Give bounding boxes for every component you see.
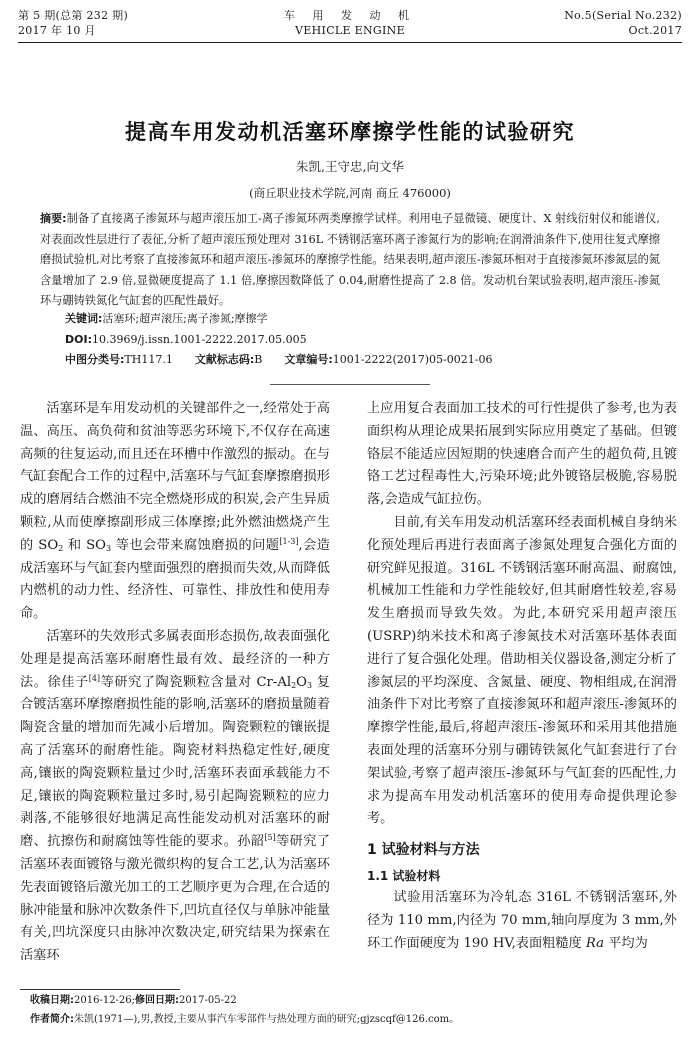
header-date-en: Oct.2017 [628, 24, 682, 37]
abstract-label: 摘要: [40, 212, 67, 225]
body-paragraph: 试验用活塞环为冷轧态 316L 不锈钢活塞环,外径为 110 mm,内径为 70 mm,轴向厚度为 3 mm,外环工作面硬度为 190 HV,表面粗糙度 Ra 平均为 [367, 890, 677, 951]
revised-value: 2017-05-22 [179, 995, 237, 1006]
classification [65, 352, 492, 368]
keywords-text: 活塞环;超声滚压;离子渗氮;摩擦学 [102, 312, 268, 325]
footnote-rule [20, 989, 180, 990]
header-journal-cn: 车 用 发 动 机 [284, 9, 416, 22]
received-label: 收稿日期: [30, 995, 74, 1006]
clc-value: TH117.1 [124, 353, 173, 366]
citation: [1-3] [279, 536, 299, 546]
received-value: 2016-12-26; [74, 995, 136, 1006]
revised-label: 修回日期: [135, 995, 180, 1006]
body-paragraph: 活塞环的失效形式多属表面形态损伤,故表面强化处理是提高活塞环耐磨性最有效、最经济的一种方法。徐佳子[4]等研究了陶瓷颗粒含量对 $Cr-Al_2O_3$ 复合镀活塞环摩擦磨损性能的影响,活塞环的磨损量随着陶瓷含量的增加而先减小后增加。陶瓷颗粒的镶嵌提高了活塞环的耐磨性能。陶瓷材料热稳定性好,硬度高,镶嵌的陶瓷颗粒量过少时,活塞环表面承载能力不足,镶嵌的陶瓷颗粒量过多时,易引起陶瓷颗粒的应力剥落,不能够很好地满足高性能发动机对活塞环的耐磨、抗擦伤和耐腐蚀等性能的要求。孙韶[5]等研究了活塞环表面镀铬与激光微织构的复合工艺,认为活塞环先表面镀铬后激光加工的工艺顺序更为合理,在合适的脉冲能量和脉冲次数条件下,凹坑直径仅与单脉冲能量有关,凹坑深度只由脉冲次数决定,研究结果为探索在活塞环 [20, 628, 331, 964]
doc-code-value: B [254, 353, 263, 366]
header-issue-cn: 第 5 期(总第 232 期) [18, 9, 129, 22]
authors: 朱凯,王守忠,向文华 [296, 159, 404, 174]
clc-label: 中图分类号: [65, 353, 125, 366]
body-paragraph: 上应用复合表面加工技术的可行性提供了参考,也为表面织构从理论成果拓展到实际应用奠定了基础。但镀铬层不能适应因短期的快速磨合而产生的超负荷,且镀铬工艺过程毒性大,污染环境;此外镀铬层极脆,容易脱落,会造成气缸拉伤。 [367, 401, 677, 508]
body-paragraph: 活塞环是车用发动机的关键部件之一,经常处于高温、高压、高负荷和贫油等恶劣环境下,不仅存在高速高频的往复运动,而且还在环槽中作激烈的振动。在与气缸套配合工作的过程中,活塞环与气缸套摩擦磨损形成的磨屑结合燃油不完全燃烧形成的积炭,会产生异质颗粒,从而使摩擦副形成三体摩擦;此外燃油燃烧产生的 $SO_2$ 和 $SO_3$ 等也会带来腐蚀磨损的问题[1-3],会造成活塞环与气缸套内壁面强烈的磨损而失效,从而降低内燃机的动力性、经济性、可靠性、排放性和使用寿命。 [20, 401, 330, 622]
header-issue-en: No.5(Serial No.232) [564, 9, 682, 22]
keywords [65, 311, 268, 327]
doi-text: 10.3969/j.issn.1001-2222.2017.05.005 [91, 333, 307, 346]
article-no-value: 1001-2222(2017)05-0021-06 [332, 353, 493, 366]
body-paragraph: 目前,有关车用发动机活塞环经表面机械自身纳米化预处理后再进行表面离子渗氮处理复合强化方面的研究鲜见报道。316L 不锈钢活塞环耐高温、耐腐蚀,机械加工性能和力学性能较好,但其耐磨性较差,容易发生磨损而导致失效。为此,本研究采用超声滚压(USRP)纳米技术和离子渗氮技术对活塞环基体表面进行了复合强化处理。借助相关仪器设备,测定分析了渗氮层的平均深度、含氮量、硬度、物相组成,在润滑油条件下对比考察了直接渗氮环和超声滚压-渗氮环的摩擦学性能,最后,将超声滚压-渗氮环和采用其他措施表面处理的活塞环分别与硼铸铁氮化气缸套进行了台架试验,考察了超声滚压-渗氮环与气缸套的匹配性,力求为提高车用发动机活塞环的使用寿命提供理论参考。 [367, 514, 677, 827]
body-column-right [367, 398, 677, 956]
header-journal-en: VEHICLE ENGINE [295, 24, 405, 37]
doc-code-label: 文献标志码: [194, 353, 255, 366]
author-bio-label: 作者简介: [30, 1014, 74, 1025]
affiliation: (商丘职业技术学院,河南 商丘 476000) [249, 186, 451, 200]
separator-rule [270, 384, 430, 385]
doi [65, 332, 307, 348]
section-heading: 1 试验材料与方法 [367, 842, 480, 859]
subsection-heading: 1.1 试验材料 [367, 869, 441, 884]
article-no-label: 文章编号: [284, 353, 333, 366]
footnote-author [30, 1013, 459, 1027]
footnote-dates [30, 994, 237, 1008]
paper-title: 提高车用发动机活塞环摩擦学性能的试验研究 [125, 120, 575, 144]
body-column-left [20, 398, 330, 968]
keywords-label: 关键词: [65, 312, 103, 325]
header-issue-en-info [564, 8, 682, 38]
abstract-text: 制备了直接离子渗氮环与超声滚压加工-离子渗氮环两类摩擦学试样。利用电子显微镜、硬度计、X 射线衍射仪和能谱仪,对表面改性层进行了表征,分析了超声滚压预处理对 316L 不锈钢活塞环离子渗氮行为的影响;在润滑油条件下,使用往复式摩擦磨损试验机,对比考察了直接渗氮环和超声滚压-渗氮环的摩擦学性能。结果表明,超声滚压-渗氮环相对于直接渗氮环渗氮层的氮含量增加了 2.9 倍,显微硬度提高了 1.1 倍,摩擦因数降低了 0.04,耐磨性提高了 2.8 倍。发动机台架试验表明,超声滚压-渗氮环与硼铸铁氮化气缸套的匹配性最好。 [40, 212, 660, 307]
citation: [5] [264, 833, 276, 843]
author-bio-value: 朱凯(1971—),男,教授,主要从事汽车零部件与热处理方面的研究;gjzscqf@126.com。 [74, 1014, 460, 1025]
header-rule [18, 42, 682, 43]
header-date-cn: 2017 年 10 月 [18, 24, 96, 37]
abstract [40, 209, 660, 312]
doi-label: DOI: [65, 333, 92, 346]
citation: [4] [88, 673, 101, 683]
